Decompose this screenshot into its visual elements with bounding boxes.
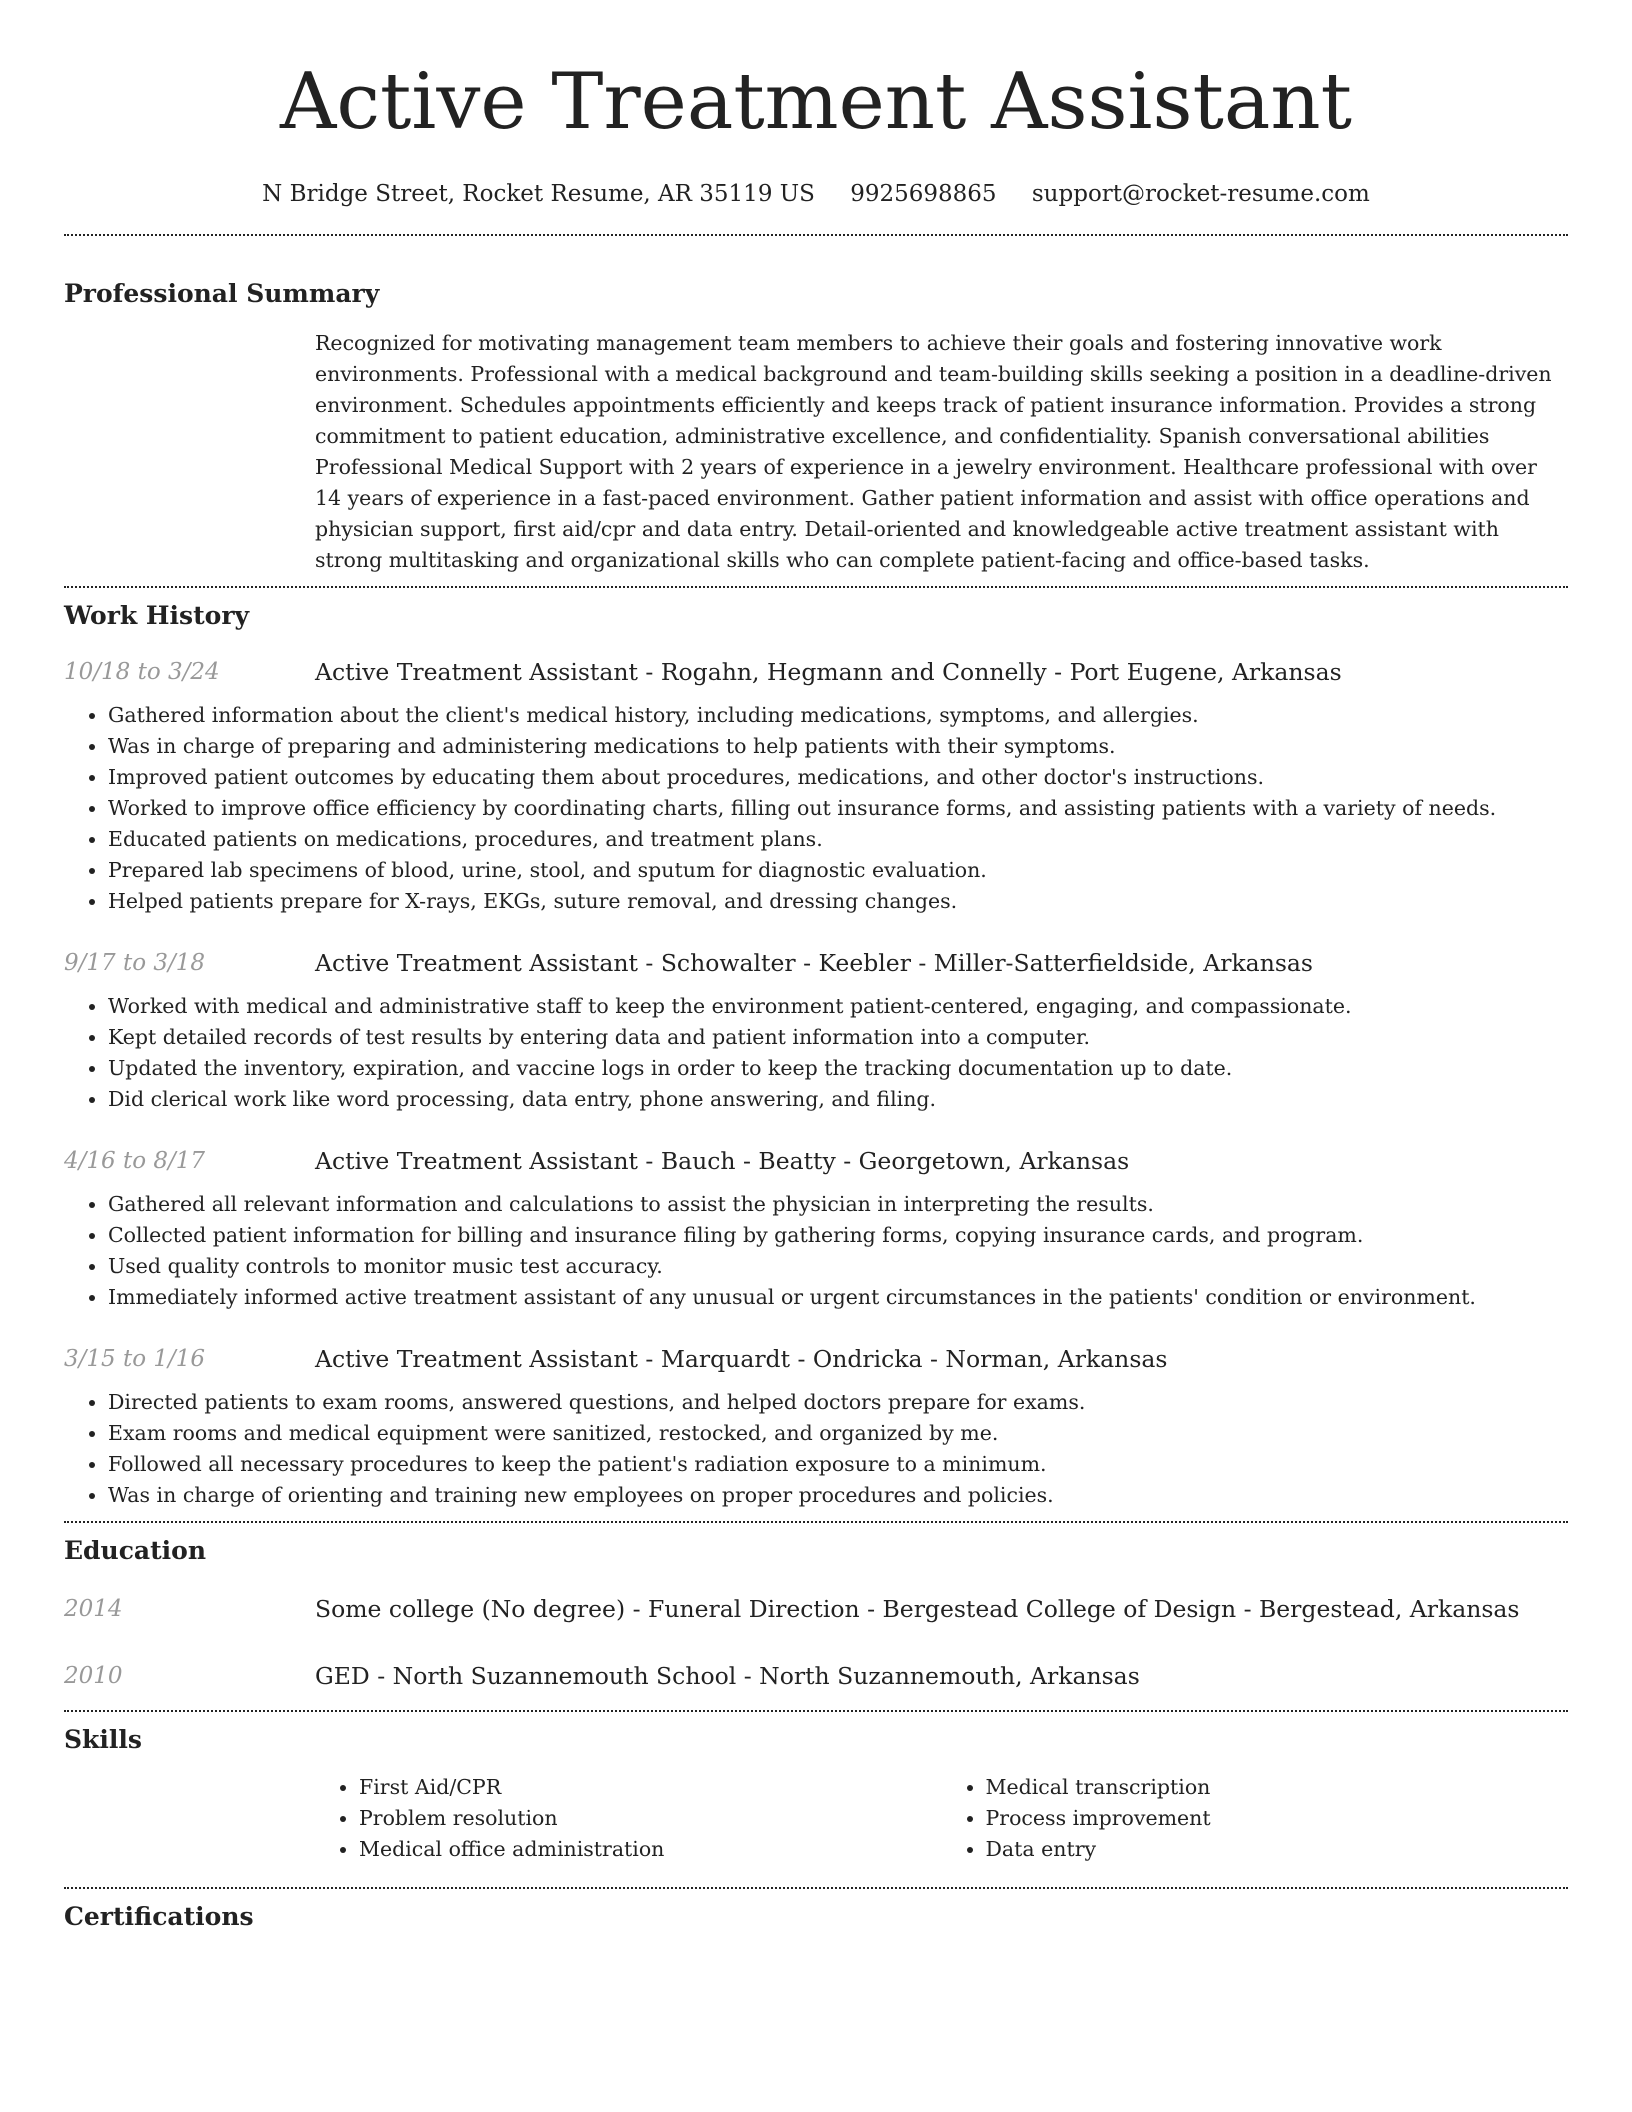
skill-item: • Problem resolution — [359, 1803, 942, 1834]
skill-item: • Data entry — [986, 1834, 1569, 1865]
job-entry — [64, 654, 1568, 917]
job-duties — [64, 1387, 1568, 1511]
section-title-education: Education — [64, 1536, 207, 1565]
skill-item: • Medical office administration — [359, 1834, 942, 1865]
job-dates: 9/17 to 3/18 — [64, 950, 206, 976]
job-duties — [64, 700, 1568, 917]
duty-item: • Was in charge of preparing and administering medications to help patients with their symptoms. — [108, 731, 1568, 762]
work-history-section — [64, 598, 1568, 1511]
summary-text: Recognized for motivating management team members to achieve their goals and fostering innovative work environments. Professional with a medical background and team-building skills seeking a position in a deadline-driven environment. Schedules appointments efficiently and keeps track of patient insurance information. Provides a strong commitment to patient education, administrative excellence, and confidentiality. Spanish conversational abilities Professional Medical Support with 2 years of experience in a jewelry environment. Healthcare professional with over 14 years of experience in a fast-paced environment. Gather patient information and assist with office operations and physician support, first aid/cpr and data entry. Detail-oriented and knowledgeable active treatment assistant with strong multitasking and organizational skills who can complete patient-facing and office-based tasks. — [315, 331, 1552, 572]
skill-item: • Medical transcription — [986, 1772, 1569, 1803]
skills-section — [64, 1722, 1568, 1865]
duty-item: • Helped patients prepare for X-rays, EKGs, suture removal, and dressing changes. — [108, 886, 1568, 917]
education-year: 2014 — [64, 1596, 123, 1622]
divider — [64, 1887, 1568, 1889]
job-entry — [64, 1341, 1568, 1511]
education-section — [64, 1533, 1568, 1694]
duty-item: • Kept detailed records of test results by entering data and patient information into a computer. — [108, 1022, 1568, 1053]
duty-item: • Improved patient outcomes by educating them about procedures, medications, and other doctor's instructions. — [108, 762, 1568, 793]
divider — [64, 586, 1568, 588]
resume-header — [64, 0, 1568, 212]
education-entry — [64, 1591, 1568, 1627]
duty-item: • Worked to improve office efficiency by coordinating charts, filling out insurance forms, and assisting patients with a variety of needs. — [108, 793, 1568, 824]
duty-item: • Gathered all relevant information and calculations to assist the physician in interpreting the results. — [108, 1189, 1568, 1220]
duty-item: • Used quality controls to monitor music test accuracy. — [108, 1251, 1568, 1282]
education-text: Some college (No degree) - Funeral Direction - Bergestead College of Design - Bergestead, Arkansas — [315, 1595, 1520, 1623]
education-entry — [64, 1658, 1568, 1694]
contact-email: support@rocket-resume.com — [1031, 181, 1370, 207]
duty-item: • Followed all necessary procedures to keep the patient's radiation exposure to a minimum. — [108, 1449, 1568, 1480]
candidate-name: Active Treatment Assistant — [280, 57, 1352, 147]
skill-item: • Process improvement — [986, 1803, 1569, 1834]
job-duties — [64, 991, 1568, 1115]
education-text: GED - North Suzannemouth School - North Suzannemouth, Arkansas — [315, 1662, 1140, 1690]
resume-page — [64, 0, 1568, 1935]
job-heading: Active Treatment Assistant - Bauch - Beatty - Georgetown, Arkansas — [315, 1147, 1130, 1175]
skills-list — [315, 1758, 1568, 1865]
summary-section — [64, 276, 1568, 576]
duty-item: • Collected patient information for billing and insurance filing by gathering forms, copying insurance cards, and program. — [108, 1220, 1568, 1251]
job-dates: 3/15 to 1/16 — [64, 1346, 206, 1372]
divider — [64, 1521, 1568, 1523]
section-title-summary: Professional Summary — [64, 279, 380, 308]
duty-item: • Gathered information about the client's medical history, including medications, symptoms, and allergies. — [108, 700, 1568, 731]
duty-item: • Immediately informed active treatment assistant of any unusual or urgent circumstances in the patients' condition or environment. — [108, 1282, 1568, 1313]
job-heading: Active Treatment Assistant - Rogahn, Hegmann and Connelly - Port Eugene, Arkansas — [315, 658, 1342, 686]
duty-item: • Educated patients on medications, procedures, and treatment plans. — [108, 824, 1568, 855]
job-entry — [64, 945, 1568, 1115]
duty-item: • Updated the inventory, expiration, and vaccine logs in order to keep the tracking documentation up to date. — [108, 1053, 1568, 1084]
section-title-work-history: Work History — [64, 601, 250, 630]
section-title-skills: Skills — [64, 1725, 142, 1754]
contact-phone: 9925698865 — [850, 181, 997, 207]
job-entry — [64, 1143, 1568, 1313]
job-dates: 10/18 to 3/24 — [64, 659, 220, 685]
duty-item: • Did clerical work like word processing, data entry, phone answering, and filing. — [108, 1084, 1568, 1115]
job-heading: Active Treatment Assistant - Marquardt - Ondricka - Norman, Arkansas — [315, 1345, 1168, 1373]
duty-item: • Worked with medical and administrative staff to keep the environment patient-centered, engaging, and compassionate. — [108, 991, 1568, 1022]
contact-line — [64, 176, 1568, 212]
job-heading: Active Treatment Assistant - Schowalter - Keebler - Miller-Satterfieldside, Arkansas — [315, 949, 1313, 977]
skills-column-left — [315, 1772, 942, 1865]
job-dates: 4/16 to 8/17 — [64, 1148, 206, 1174]
section-title-certifications: Certifications — [64, 1902, 254, 1931]
duty-item: • Directed patients to exam rooms, answered questions, and helped doctors prepare for exams. — [108, 1387, 1568, 1418]
job-duties — [64, 1189, 1568, 1313]
divider — [64, 234, 1568, 236]
certifications-section — [64, 1899, 1568, 1935]
duty-item: • Was in charge of orienting and training new employees on proper procedures and policies. — [108, 1480, 1568, 1511]
duty-item: • Exam rooms and medical equipment were sanitized, restocked, and organized by me. — [108, 1418, 1568, 1449]
divider — [64, 1710, 1568, 1712]
skills-column-right — [942, 1772, 1569, 1865]
education-year: 2010 — [64, 1663, 123, 1689]
contact-address: N Bridge Street, Rocket Resume, AR 35119 US — [262, 181, 815, 207]
duty-item: • Prepared lab specimens of blood, urine, stool, and sputum for diagnostic evaluation. — [108, 855, 1568, 886]
skill-item: • First Aid/CPR — [359, 1772, 942, 1803]
